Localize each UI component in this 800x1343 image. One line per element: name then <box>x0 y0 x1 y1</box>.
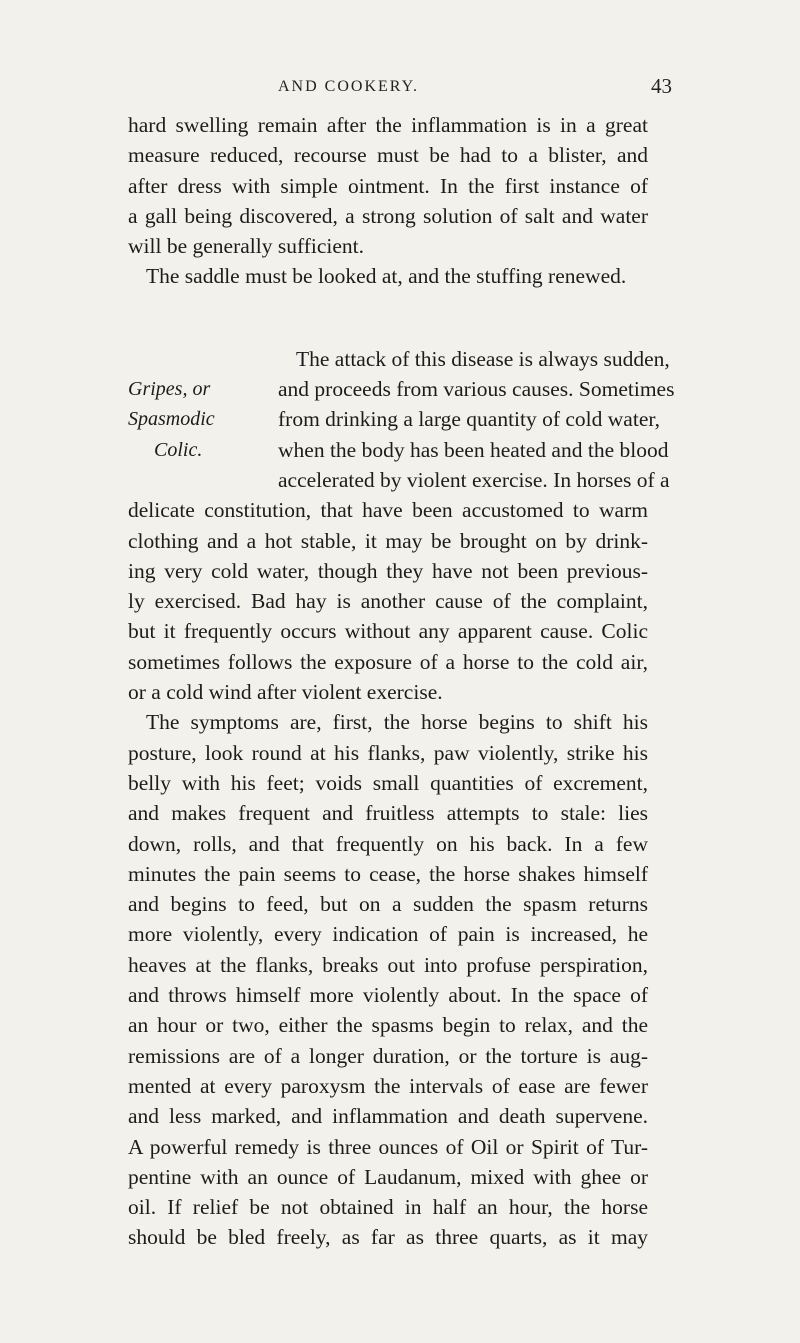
text-line: a gall being discovered, a strong solution of salt and water <box>128 203 648 228</box>
text-line: ing very cold water, though they have not been previous- <box>128 558 648 583</box>
text-line: sometimes follows the exposure of a horse to the cold air, <box>128 649 648 674</box>
text-line: pentine with an ounce of Laudanum, mixed with ghee or <box>128 1164 648 1189</box>
text-line: accelerated by violent exercise. In horses of a <box>278 467 670 492</box>
text-line: The attack of this disease is always sudden, <box>296 346 670 371</box>
text-line: an hour or two, either the spasms begin to relax, and the <box>128 1013 648 1038</box>
margin-note-gripes: Gripes, or <box>128 378 211 401</box>
text-line: The symptoms are, first, the horse begins to shift his <box>146 710 648 735</box>
text-line: and less marked, and inflammation and death supervene. <box>128 1104 648 1129</box>
page-number: 43 <box>651 74 672 98</box>
text-line: and throws himself more violently about. In the space of <box>128 983 648 1008</box>
paragraph-2 <box>128 261 648 291</box>
text-line: The saddle must be looked at, and the stuffing renewed. <box>146 264 627 289</box>
text-line: A powerful remedy is three ounces of Oil or Spirit of Tur- <box>128 1134 648 1159</box>
text-line: heaves at the flanks, breaks out into profuse perspiration, <box>128 952 648 977</box>
text-line: posture, look round at his flanks, paw violently, strike his <box>128 740 648 765</box>
page-header <box>0 74 800 108</box>
text-line: ly exercised. Bad hay is another cause of the complaint, <box>128 589 648 614</box>
text-line: minutes the pain seems to cease, the horse shakes himself <box>128 861 648 886</box>
text-line: clothing and a hot stable, it may be brought on by drink- <box>128 528 648 553</box>
margin-note-spasmodic: Spasmodic <box>128 408 215 431</box>
running-head: AND COOKERY. <box>278 78 420 95</box>
text-line: belly with his feet; voids small quantities of excrement, <box>128 770 648 795</box>
text-line: and makes frequent and fruitless attempts to stale: lies <box>128 801 648 826</box>
text-line: hard swelling remain after the inflammation is in a great <box>128 113 648 137</box>
text-line: when the body has been heated and the blood <box>278 437 669 462</box>
text-line: from drinking a large quantity of cold water, <box>278 407 661 432</box>
colic-section <box>128 344 675 495</box>
text-line: but it frequently occurs without any apparent cause. Colic <box>128 619 648 644</box>
text-line: after dress with simple ointment. In the first instance of <box>128 173 648 198</box>
text-line: remissions are of a longer duration, or the torture is aug- <box>128 1043 648 1068</box>
text-line: measure reduced, recourse must be had to a blister, and <box>128 143 648 168</box>
paragraph-1 <box>128 110 648 261</box>
body-text <box>128 110 675 1253</box>
text-line: delicate constitution, that have been accustomed to warm <box>128 498 648 523</box>
text-line: down, rolls, and that frequently on his back. In a few <box>128 831 648 856</box>
paragraph-3 <box>128 495 648 707</box>
section-gap <box>128 292 648 344</box>
text-line: more violently, every indication of pain is increased, he <box>128 922 648 947</box>
margin-note-colic: Colic. <box>154 438 203 461</box>
text-line: will be generally sufficient. <box>128 234 365 259</box>
text-line: should be bled freely, as far as three quarts, as it may <box>128 1225 648 1250</box>
margin-notes <box>128 344 248 465</box>
text-line: and begins to feed, but on a sudden the spasm returns <box>128 892 648 917</box>
text-line: or a cold wind after violent exercise. <box>128 680 443 705</box>
text-line: mented at every paroxysm the intervals of ease are fewer <box>128 1073 648 1098</box>
paragraph-4 <box>128 707 648 1252</box>
text-line: oil. If relief be not obtained in half an hour, the horse <box>128 1195 648 1220</box>
text-line: and proceeds from various causes. Sometimes <box>278 377 675 402</box>
section-opening <box>278 344 675 495</box>
